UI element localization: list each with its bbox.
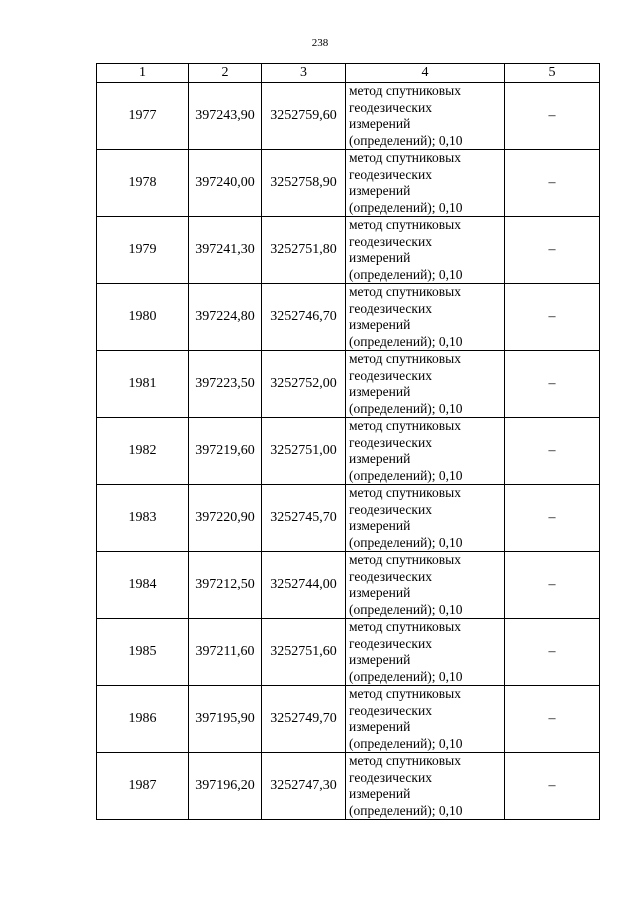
method-text-line: метод спутниковых <box>349 284 461 299</box>
method-cell <box>346 284 505 351</box>
method-text-line: геодезических <box>349 769 432 785</box>
method-text-line: геодезических <box>349 233 432 249</box>
method-cell <box>346 83 505 150</box>
method-text-line: (определений); 0,10 <box>349 400 463 416</box>
method-text-line: (определений); 0,10 <box>349 601 463 617</box>
note-cell: – <box>505 83 600 150</box>
y-coordinate-cell: 3252745,70 <box>262 485 346 552</box>
point-number-cell: 1986 <box>97 686 189 753</box>
note-cell: – <box>505 217 600 284</box>
method-text-line: (определений); 0,10 <box>349 333 463 349</box>
table-row <box>97 217 600 284</box>
point-number-cell: 1985 <box>97 619 189 686</box>
note-cell: – <box>505 150 600 217</box>
method-text-line: геодезических <box>349 300 432 316</box>
note-cell: – <box>505 418 600 485</box>
note-cell: – <box>505 485 600 552</box>
method-text-line: измерений <box>349 652 411 667</box>
x-coordinate-cell: 397219,60 <box>189 418 262 485</box>
x-coordinate-cell: 397196,20 <box>189 753 262 820</box>
note-cell: – <box>505 686 600 753</box>
x-coordinate-cell: 397212,50 <box>189 552 262 619</box>
method-text-line: метод спутниковых <box>349 753 461 768</box>
method-text-line: геодезических <box>349 568 432 584</box>
table-row <box>97 284 600 351</box>
note-cell: – <box>505 351 600 418</box>
note-cell: – <box>505 284 600 351</box>
method-text-line: метод спутниковых <box>349 552 461 567</box>
method-cell <box>346 753 505 820</box>
page-number: 238 <box>311 37 329 49</box>
y-coordinate-cell: 3252759,60 <box>262 83 346 150</box>
column-header-1: 1 <box>97 64 189 83</box>
table-row <box>97 619 600 686</box>
method-text-line: (определений); 0,10 <box>349 467 463 483</box>
method-text-line: измерений <box>349 183 411 198</box>
method-text-line: измерений <box>349 786 411 801</box>
method-text-line: геодезических <box>349 166 432 182</box>
method-text-line: измерений <box>349 250 411 265</box>
column-header-5: 5 <box>505 64 600 83</box>
point-number-cell: 1987 <box>97 753 189 820</box>
point-number-cell: 1978 <box>97 150 189 217</box>
method-text-line: (определений); 0,10 <box>349 802 463 818</box>
method-text-line: (определений); 0,10 <box>349 132 463 148</box>
y-coordinate-cell: 3252746,70 <box>262 284 346 351</box>
method-text-line: метод спутниковых <box>349 150 461 165</box>
method-text-line: (определений); 0,10 <box>349 534 463 550</box>
column-header-4: 4 <box>346 64 505 83</box>
table-row <box>97 753 600 820</box>
method-text-line: (определений); 0,10 <box>349 668 463 684</box>
method-text-line: измерений <box>349 116 411 131</box>
table-row <box>97 351 600 418</box>
method-text-line: метод спутниковых <box>349 418 461 433</box>
method-text-line: геодезических <box>349 99 432 115</box>
table-row <box>97 83 600 150</box>
table-row <box>97 418 600 485</box>
table-body <box>97 83 600 820</box>
x-coordinate-cell: 397241,30 <box>189 217 262 284</box>
table-row <box>97 552 600 619</box>
method-text-line: геодезических <box>349 635 432 651</box>
method-cell <box>346 619 505 686</box>
point-number-cell: 1984 <box>97 552 189 619</box>
table-row <box>97 686 600 753</box>
method-cell <box>346 351 505 418</box>
x-coordinate-cell: 397195,90 <box>189 686 262 753</box>
method-text-line: измерений <box>349 518 411 533</box>
point-number-cell: 1983 <box>97 485 189 552</box>
y-coordinate-cell: 3252758,90 <box>262 150 346 217</box>
point-number-cell: 1977 <box>97 83 189 150</box>
method-text-line: измерений <box>349 317 411 332</box>
x-coordinate-cell: 397223,50 <box>189 351 262 418</box>
method-text-line: геодезических <box>349 367 432 383</box>
method-text-line: метод спутниковых <box>349 686 461 701</box>
y-coordinate-cell: 3252747,30 <box>262 753 346 820</box>
method-text-line: геодезических <box>349 702 432 718</box>
method-text-line: (определений); 0,10 <box>349 735 463 751</box>
note-cell: – <box>505 753 600 820</box>
table-row <box>97 150 600 217</box>
note-cell: – <box>505 619 600 686</box>
point-number-cell: 1979 <box>97 217 189 284</box>
method-text-line: (определений); 0,10 <box>349 266 463 282</box>
method-text-line: измерений <box>349 451 411 466</box>
y-coordinate-cell: 3252749,70 <box>262 686 346 753</box>
x-coordinate-cell: 397243,90 <box>189 83 262 150</box>
point-number-cell: 1981 <box>97 351 189 418</box>
y-coordinate-cell: 3252752,00 <box>262 351 346 418</box>
method-text-line: измерений <box>349 719 411 734</box>
coordinates-table <box>96 63 600 820</box>
method-text-line: измерений <box>349 585 411 600</box>
method-cell <box>346 150 505 217</box>
note-cell: – <box>505 552 600 619</box>
point-number-cell: 1982 <box>97 418 189 485</box>
x-coordinate-cell: 397220,90 <box>189 485 262 552</box>
method-text-line: метод спутниковых <box>349 485 461 500</box>
table-header-row <box>97 64 600 83</box>
method-text-line: геодезических <box>349 434 432 450</box>
point-number-cell: 1980 <box>97 284 189 351</box>
table-row <box>97 485 600 552</box>
method-text-line: метод спутниковых <box>349 217 461 232</box>
method-text-line: метод спутниковых <box>349 83 461 98</box>
method-text-line: метод спутниковых <box>349 619 461 634</box>
method-cell <box>346 552 505 619</box>
method-text-line: метод спутниковых <box>349 351 461 366</box>
x-coordinate-cell: 397211,60 <box>189 619 262 686</box>
y-coordinate-cell: 3252751,00 <box>262 418 346 485</box>
column-header-3: 3 <box>262 64 346 83</box>
y-coordinate-cell: 3252751,60 <box>262 619 346 686</box>
x-coordinate-cell: 397224,80 <box>189 284 262 351</box>
method-cell <box>346 418 505 485</box>
method-cell <box>346 686 505 753</box>
method-cell <box>346 217 505 284</box>
x-coordinate-cell: 397240,00 <box>189 150 262 217</box>
y-coordinate-cell: 3252744,00 <box>262 552 346 619</box>
method-text-line: геодезических <box>349 501 432 517</box>
column-header-2: 2 <box>189 64 262 83</box>
method-text-line: измерений <box>349 384 411 399</box>
method-cell <box>346 485 505 552</box>
method-text-line: (определений); 0,10 <box>349 199 463 215</box>
y-coordinate-cell: 3252751,80 <box>262 217 346 284</box>
